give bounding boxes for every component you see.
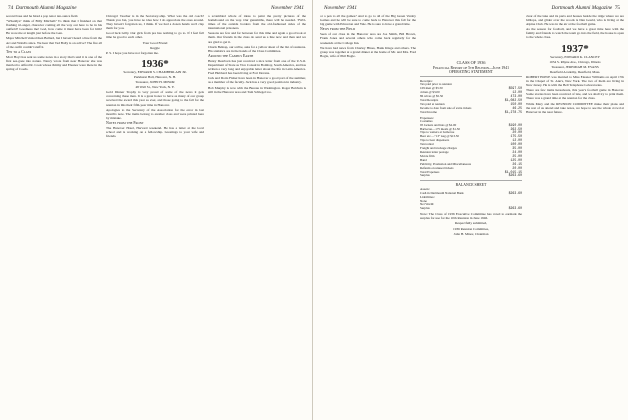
- paragraph: Mort Hoyt has sent us some notes in a story that's said it is one of the first sea-gaze into nature. Nancy wrote from near Hanover she was married to Alfred R. Cook whose Jimmy and Eleanor were there in the spring of Coeds.: [6, 54, 102, 72]
- section-heading: Around the Campus Earth: [208, 53, 254, 58]
- ledger-value: 125.00: [510, 157, 522, 162]
- ledger-label: Net Worth:: [420, 202, 435, 207]
- divider: [420, 180, 522, 181]
- ledger-label: Income to date from sale of extra tickets: [420, 105, 472, 110]
- report-note: Note: The Class of 1936 Executive Committee has voted to earmark the surplus for use for the 10th Reunion in June 1946.: [420, 212, 522, 221]
- ledger-row: [420, 207, 522, 211]
- financial-report: [420, 60, 522, 416]
- magazine-title: Dartmouth Alumni Magazine: [551, 5, 613, 11]
- paragraph: "Whaddya" think of Billy Mitchell? To think that I finished on that flashing tri-angel, character coming all the way out here to be in his outfield? Goodness me! God, how come it must have been for him? He wore me at length just before the Gen.: [6, 19, 102, 36]
- ledger-value: $1,015.15: [504, 169, 522, 174]
- ledger-label: Tent rental: [420, 142, 434, 147]
- ledger-value: $190.00: [508, 122, 522, 127]
- ledger-value: $1,082.50: [504, 98, 522, 102]
- class-secretary: Secretary, EDWARD S. CHAMBERLAIN JR.: [123, 69, 187, 74]
- ledger-label: Tips to waiters at barbecue: [420, 130, 455, 135]
- ledger-label: Tips to beer dispensers: [420, 138, 450, 143]
- paragraph: Chuck Belnap, our scribe, asks for a yellow sheet of the list of reunions. His statistics are in the hands of the Class Committee.: [208, 44, 306, 53]
- ledger-value: $597.50: [508, 86, 522, 91]
- ledger-value: $1,278.75: [504, 109, 522, 114]
- paragraph: Henry Dearborn has just received a nice letter from one of the U.S.O. Department of State as Vice Consul in Bombay, South America, and has written a very long and enjoyable letter about the life in Latin America. Fred Hubbard has been living at Fort Devens.: [208, 58, 306, 76]
- left-page-header: [8, 5, 77, 11]
- ledger-value: $263.60: [508, 173, 522, 178]
- ledger-row: [420, 111, 522, 115]
- ledger-value: 473.00: [510, 94, 522, 99]
- ledger-value: $263.60: [508, 190, 522, 195]
- paragraph: Chicago! Teacher is in the Secretary-ship. What was the old coach? Thank you Jan, you have no idea how I do appreciate the ones around. They haven't forgotten us, I think. If we had a dozen hands we'd clap them for you.: [106, 14, 204, 31]
- left-column-2: [106, 14, 204, 416]
- class-treasurer-address: 48 Wall St., New York, N. Y.: [135, 85, 175, 90]
- paragraph: As the season for football, and we have a great time here with the family and friends to watch the team go into the field, the house is open to the whole class.: [526, 27, 624, 40]
- ledger-label: Tax paid prior to reunion: [420, 82, 452, 87]
- ledger-label: Barbecue—175 meals @ $1.50: [420, 126, 460, 131]
- paragraph: Gold Dinner Trophy is very proud of some of the news it gets concerning these men. It is a great honor to have as many of our group received the award this year as ever, and those going to the fall for the reunion in this their fifth-year time in Hanover.: [106, 90, 204, 107]
- report-chairman: John H. Minor, Chairman: [453, 231, 489, 236]
- paragraph: We have had news from Charley Hines, Hank Kluge and others. The group was together at a grand dinner at the home of Mr. and Mrs. Fred Bogle, wife of Phil Bogle.: [320, 45, 416, 58]
- section-heading: Notes from the Front: [106, 120, 144, 125]
- expenses-heading: Expenses:: [420, 115, 434, 120]
- ledger-value: 12.00: [512, 90, 522, 95]
- ledger-value: 35.00: [512, 146, 522, 151]
- ledger-value: 262.50: [510, 126, 522, 131]
- postscript: P. S. I hope you have not forgotten me.: [106, 50, 159, 55]
- right-column-3: [526, 14, 624, 416]
- magazine-title: Dartmouth Alumni Magazine: [15, 5, 77, 11]
- expenses-list: [420, 120, 522, 179]
- report-subtitle: OPERATING STATEMENT: [449, 70, 493, 75]
- balance-sheet-heading: BALANCE SHEET: [455, 183, 487, 188]
- ledger-label: 95 Jackets and hats @ $2.00: [420, 122, 457, 127]
- paragraph: There are few items hereabouts, this year's football game in Hanover. Some stories have been received of late, and we shall try to print them. There was a grand time at the reunion for the class.: [526, 88, 624, 101]
- ledger-label: 109 men @ $5.50: [420, 86, 443, 91]
- paragraph: Jack and Doris Fisher have been in Hanover a good part of the summer, as a member of the faculty. Jack has a very good position in industry.: [208, 76, 306, 85]
- ledger-label: Movie film: [420, 153, 435, 158]
- ledger-value: 100.00: [510, 142, 522, 147]
- ledger-value: 26.15: [512, 161, 522, 166]
- ledger-label: Tax paid at reunion: [420, 101, 445, 106]
- paragraph: The Hanover Hotel, Harvard weekend. He has a letter at the local school and is working on a fellowship. Greetings to your wife and friends.: [106, 125, 204, 139]
- paragraph: Seasons are few and far between for this time and again a good look at them. Our friends in the class do send us a line now and then and we are glad to get it.: [208, 31, 306, 44]
- ledger-value: 46.25: [512, 105, 522, 110]
- paragraph: ROBERT HOWE was married to Miss Eleanor Williams on April 17th in the Chapel of St. Ann's, New York. The two of them are living in New Jersey. He is with the Bell Telephone Laboratories.: [526, 74, 624, 88]
- signoff-name: Reggie: [150, 45, 160, 50]
- receipts-heading: Receipts:: [420, 79, 433, 84]
- paragraph: Seen of our class in the Hanover area are Joe Smith, Bill Brown, Frank Jones and several others who come back regularly for the weekends at the College Inn.: [320, 32, 416, 45]
- ledger-label: None: [420, 198, 427, 203]
- paragraph: or a pen to all the games? And to go to all of the Big Green Varsity Games and he will be sure to come back to Hanover this fall for the big game with Princeton and Yale. He is sure to have a grand time.: [320, 14, 416, 27]
- report-class: CLASS OF 1936: [456, 60, 486, 65]
- ledger-label: Cash in Dartmouth National Bank: [420, 190, 464, 195]
- class-treasurer: Treasurer, JOHN H. MINOR: [135, 80, 175, 85]
- page-number: 75: [614, 5, 620, 11]
- section-heading: News from the Field: [320, 27, 356, 32]
- class-secretary-address: 1034 S. Rhyne Ave., Chicago, Illinois: [549, 59, 601, 64]
- ledger-label: 4 men @ $3.00: [420, 90, 440, 95]
- report-signoff: Respectfully submitted,: [454, 221, 488, 226]
- page-number: 74: [8, 5, 14, 11]
- ledger-label: Total Expenses: [420, 169, 440, 174]
- divider: [420, 76, 522, 77]
- paragraph: Major Mitchell visited then Ballard, but I haven't heard a line from the Art and Walsh's since. We hear that Ted Bally is on active? The fire all of the outfit couldn't stuff it.: [6, 36, 102, 49]
- class-secretary: Secretary, EDWARD K. CLANCEY: [550, 54, 600, 59]
- section-heading: Ten to a Class: [6, 49, 32, 54]
- liabilities-list: [420, 200, 522, 212]
- class-secretary-address: Parkhurst Hall, Hanover, N. H.: [133, 74, 177, 79]
- ledger-value: 20.00: [512, 130, 522, 135]
- ledger-label: 86 wives @ $5.50: [420, 94, 444, 99]
- liabilities-heading: Liabilities:: [420, 195, 435, 200]
- ledger-label: Freight and truckage charges: [420, 146, 457, 151]
- receipts-list: [420, 83, 522, 114]
- right-column-1: [320, 14, 416, 416]
- class-year-heading: 1936*: [141, 57, 169, 70]
- left-column-3: [208, 14, 306, 416]
- assets-heading: Assets:: [420, 187, 430, 192]
- right-page-date: November 1941: [324, 5, 357, 11]
- class-treasurer-address: Deerfield Academy, Deerfield, Mass.: [549, 69, 601, 74]
- ledger-value: 24.00: [512, 149, 522, 154]
- report-title: Financial Report of 5th Reunion—June 1941: [432, 66, 509, 71]
- ledger-label: Beer etc.—"13" keg @ $13.50: [420, 134, 459, 139]
- ledger-value: $263.60: [508, 206, 522, 211]
- paragraph: Bob Murphy is now with the Bureau in Washington. Roger Baldwin is still in the Hanover area and Tom Schlegel too.: [208, 85, 306, 94]
- signoff: Your Good Friend: [142, 40, 168, 45]
- ledger-label: Surplus: [420, 206, 430, 211]
- ledger-label: Total Receipts: [420, 98, 439, 102]
- paragraph: second base and he hired a pop tenor ten-ounce field.: [6, 14, 79, 18]
- paragraph: Good luck Gilly. Our girls from pre has nothing to go to. If I feel full time be good to each other.: [106, 31, 204, 40]
- class-year-heading: 1937*: [561, 42, 589, 55]
- ledger-label: Costumes: [420, 118, 433, 123]
- class-treasurer: Treasurer, JEREMIAH M. EVANS: [551, 64, 599, 69]
- ledger-label: Total Income: [420, 109, 437, 114]
- ledger-value: 20.00: [512, 165, 522, 170]
- ledger-value: 175.50: [510, 134, 522, 139]
- ledger-label: Surplus: [420, 173, 430, 178]
- right-page: [316, 0, 628, 420]
- ledger-label: Refunds on unused tickets: [420, 165, 454, 170]
- left-page: [0, 0, 313, 420]
- paragraph: clear of the lake and its parts and houses beside the ridge where we are hilltops, and glider over the woods is Dan Gould, who is living at the Alpine Club. He was in the air at the football game.: [526, 14, 624, 27]
- report-committee: 1936 Reunion Committee,: [453, 226, 489, 231]
- ledger-label: Publicity, Promotion and Miscellaneous: [420, 161, 471, 166]
- ledger-label: Band: [420, 157, 427, 162]
- right-page-header: [552, 5, 621, 11]
- ledger-label: Reunion letter postage: [420, 149, 449, 154]
- ledger-value: 12.00: [512, 138, 522, 143]
- paragraph: Apologies to the Secretary of the Association for the error in last month's note. The items belong to another class and were printed here by mistake.: [106, 107, 204, 120]
- paragraph: While Mary and the REUNION COMMITTEE make their plans and the rest of us attend and take notes, we hope to see the whole crowd at Hanover in the near future.: [526, 101, 624, 114]
- ledger-row: [420, 174, 522, 178]
- ledger-value: 25.00: [512, 153, 522, 158]
- left-column-1: [6, 14, 102, 416]
- ledger-value: 150.00: [510, 101, 522, 106]
- paragraph: a scrambled whole of ideas to paint the pretty pictures of the homebound on the way. Our gunsmiths, there will be needed. TWO-times of the outside borders from the old-fashioned sides of the international prisoners.: [208, 14, 306, 31]
- left-page-date: November 1941: [271, 5, 304, 11]
